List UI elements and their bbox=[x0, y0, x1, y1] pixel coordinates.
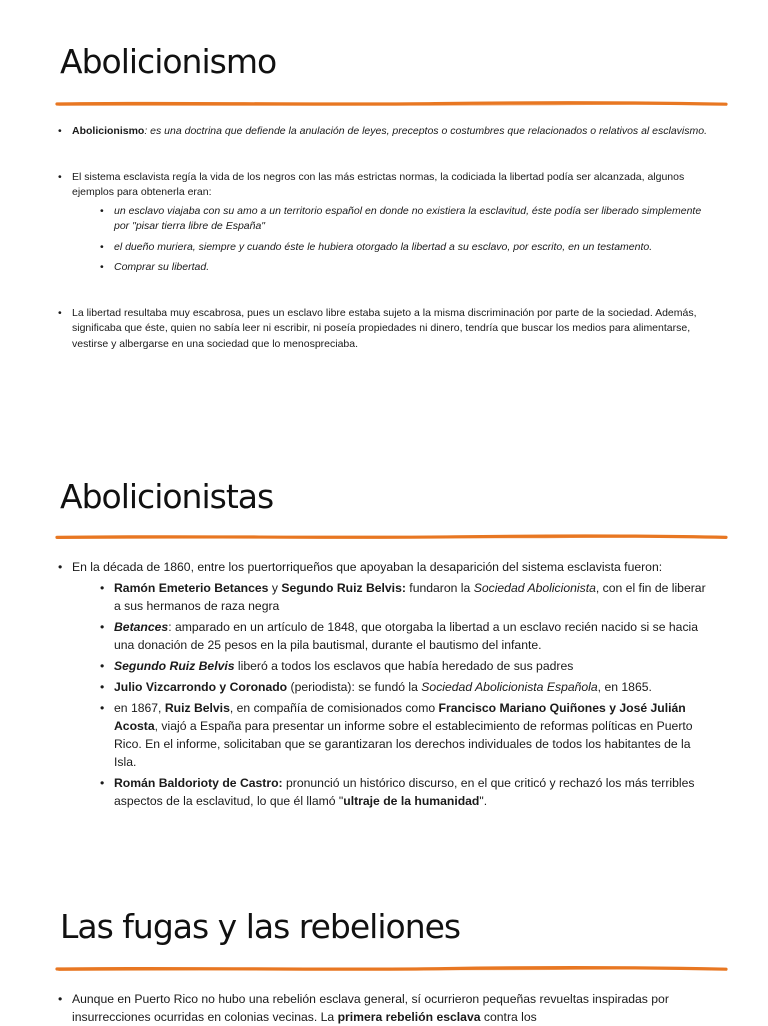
sub-bullet-vizcarrondo bbox=[100, 678, 708, 696]
sub-bullet-baldorioty bbox=[100, 774, 708, 810]
text: fundaron la bbox=[405, 581, 474, 595]
text: , viajó a España para presentar un informe sobre el establecimiento de reformas políticas en Puerto Rico. En el informe, solicitaban que se garantizaran los derechos individuales de todos los habitantes de la Isla. bbox=[114, 719, 693, 769]
bullet-freedom bbox=[58, 306, 708, 353]
text: y bbox=[268, 581, 282, 595]
text: : amparado en un artículo de 1848, que otorgaba la libertad a un esclavo recién nacido si se hacia una donación de 25 pesos en la pila bautismal, durante el bautismo del infante. bbox=[114, 620, 699, 652]
title-underline-brush bbox=[55, 532, 728, 542]
text: Aunque en Puerto Rico no hubo una rebelión esclava general, sí ocurrieron pequeñas revueltas inspiradas por insurrecciones ocurridas en colonias vecinas. La bbox=[72, 992, 669, 1024]
sub-bullet-example bbox=[100, 204, 708, 235]
bullet-text: El sistema esclavista regía la vida de los negros con las más estrictas normas, la codiciada la libertad podía ser alcanzada, algunos ejemplos para obtenerla eran: bbox=[72, 170, 685, 198]
slide-fugas-rebeliones bbox=[0, 890, 768, 1024]
sub-bullet-text: un esclavo viajaba con su amo a un territorio español en donde no existiera la esclavitud, éste podía ser liberado simplemente por "pisar tierra libre de España" bbox=[114, 204, 702, 232]
sub-bullet-ruiz-belvis bbox=[100, 657, 708, 675]
slide-title: Abolicionismo bbox=[60, 42, 277, 81]
sub-bullet-1867 bbox=[100, 699, 708, 771]
slide-title: Abolicionistas bbox=[60, 477, 274, 516]
bullet-slave-system bbox=[58, 170, 708, 276]
person-name: Ramón Emeterio Betances bbox=[114, 581, 269, 595]
definition-text: : es una doctrina que defiende la anulación de leyes, preceptos o costumbres que relacionados o relativos al esclavismo. bbox=[144, 125, 708, 137]
term-abolicionismo: Abolicionismo bbox=[72, 125, 145, 137]
sub-bullet-list bbox=[72, 204, 708, 276]
text: , con el fin de liberar a sus hermanos de raza negra bbox=[114, 581, 706, 613]
text: contra los bbox=[480, 1010, 537, 1024]
sub-bullet-betances-belvis bbox=[100, 579, 708, 615]
person-name: Julio Vizcarrondo y Coronado bbox=[114, 680, 288, 694]
text: ". bbox=[479, 794, 488, 808]
text: , en compañía de comisionados como bbox=[229, 701, 439, 715]
slide-body bbox=[58, 124, 708, 382]
sub-bullet-list bbox=[72, 579, 708, 810]
person-name: Segundo Ruiz Belvis: bbox=[281, 581, 406, 595]
society-name: Sociedad Abolicionista bbox=[473, 581, 596, 595]
sub-bullet-text: Comprar su libertad. bbox=[114, 261, 210, 273]
text: pronunció un histórico discurso, en el que criticó y rechazó los más terribles aspectos de la esclavitud, lo que él llamó " bbox=[114, 776, 695, 808]
slide-body bbox=[58, 990, 708, 1026]
slide-title: Las fugas y las rebeliones bbox=[60, 907, 461, 946]
sub-bullet-example bbox=[100, 260, 708, 276]
text: en 1867, bbox=[114, 701, 165, 715]
sub-bullet-betances bbox=[100, 618, 708, 654]
person-name: Segundo Ruiz Belvis bbox=[114, 659, 235, 673]
bullet-intro bbox=[58, 558, 708, 810]
title-underline-brush bbox=[55, 99, 728, 109]
title-underline-brush bbox=[55, 964, 728, 974]
person-name: Román Baldorioty de Castro: bbox=[114, 776, 283, 790]
person-name: Betances bbox=[114, 620, 169, 634]
person-name: Francisco Mariano Quiñones y José Julián Acosta bbox=[114, 701, 686, 733]
bullet-list bbox=[58, 990, 708, 1026]
bullet-rebellions bbox=[58, 990, 708, 1026]
slide-abolicionistas bbox=[0, 460, 768, 870]
slide-abolicionismo bbox=[0, 0, 768, 420]
slide-body bbox=[58, 558, 708, 813]
sub-bullet-example bbox=[100, 240, 708, 256]
text: , en 1865. bbox=[597, 680, 652, 694]
society-name: Sociedad Abolicionista Española bbox=[421, 680, 598, 694]
bullet-list bbox=[58, 124, 708, 352]
emphasis: primera rebelión esclava bbox=[337, 1010, 481, 1024]
quote: ultraje de la humanidad bbox=[343, 794, 480, 808]
bullet-list bbox=[58, 558, 708, 810]
bullet-text: En la década de 1860, entre los puertorriqueños que apoyaban la desaparición del sistema esclavista fueron: bbox=[72, 560, 663, 574]
bullet-definition bbox=[58, 124, 708, 140]
sub-bullet-text: el dueño muriera, siempre y cuando éste le hubiera otorgado la libertad a su esclavo, por escrito, en un testamento. bbox=[114, 240, 653, 253]
bullet-text: La libertad resultaba muy escabrosa, pues un esclavo libre estaba sujeto a la misma discriminación por parte de la sociedad. Además, significaba que éste, quien no sabía leer ni escribir, ni poseía propiedades ni dinero, tendría que buscar los medios para alimentarse, vestirse y albergarse en una sociedad que lo menospreciaba. bbox=[72, 306, 697, 350]
text: liberó a todos los esclavos que había heredado de sus padres bbox=[234, 659, 574, 673]
text: (periodista): se fundó la bbox=[287, 680, 422, 694]
person-name: Ruiz Belvis bbox=[164, 701, 230, 715]
